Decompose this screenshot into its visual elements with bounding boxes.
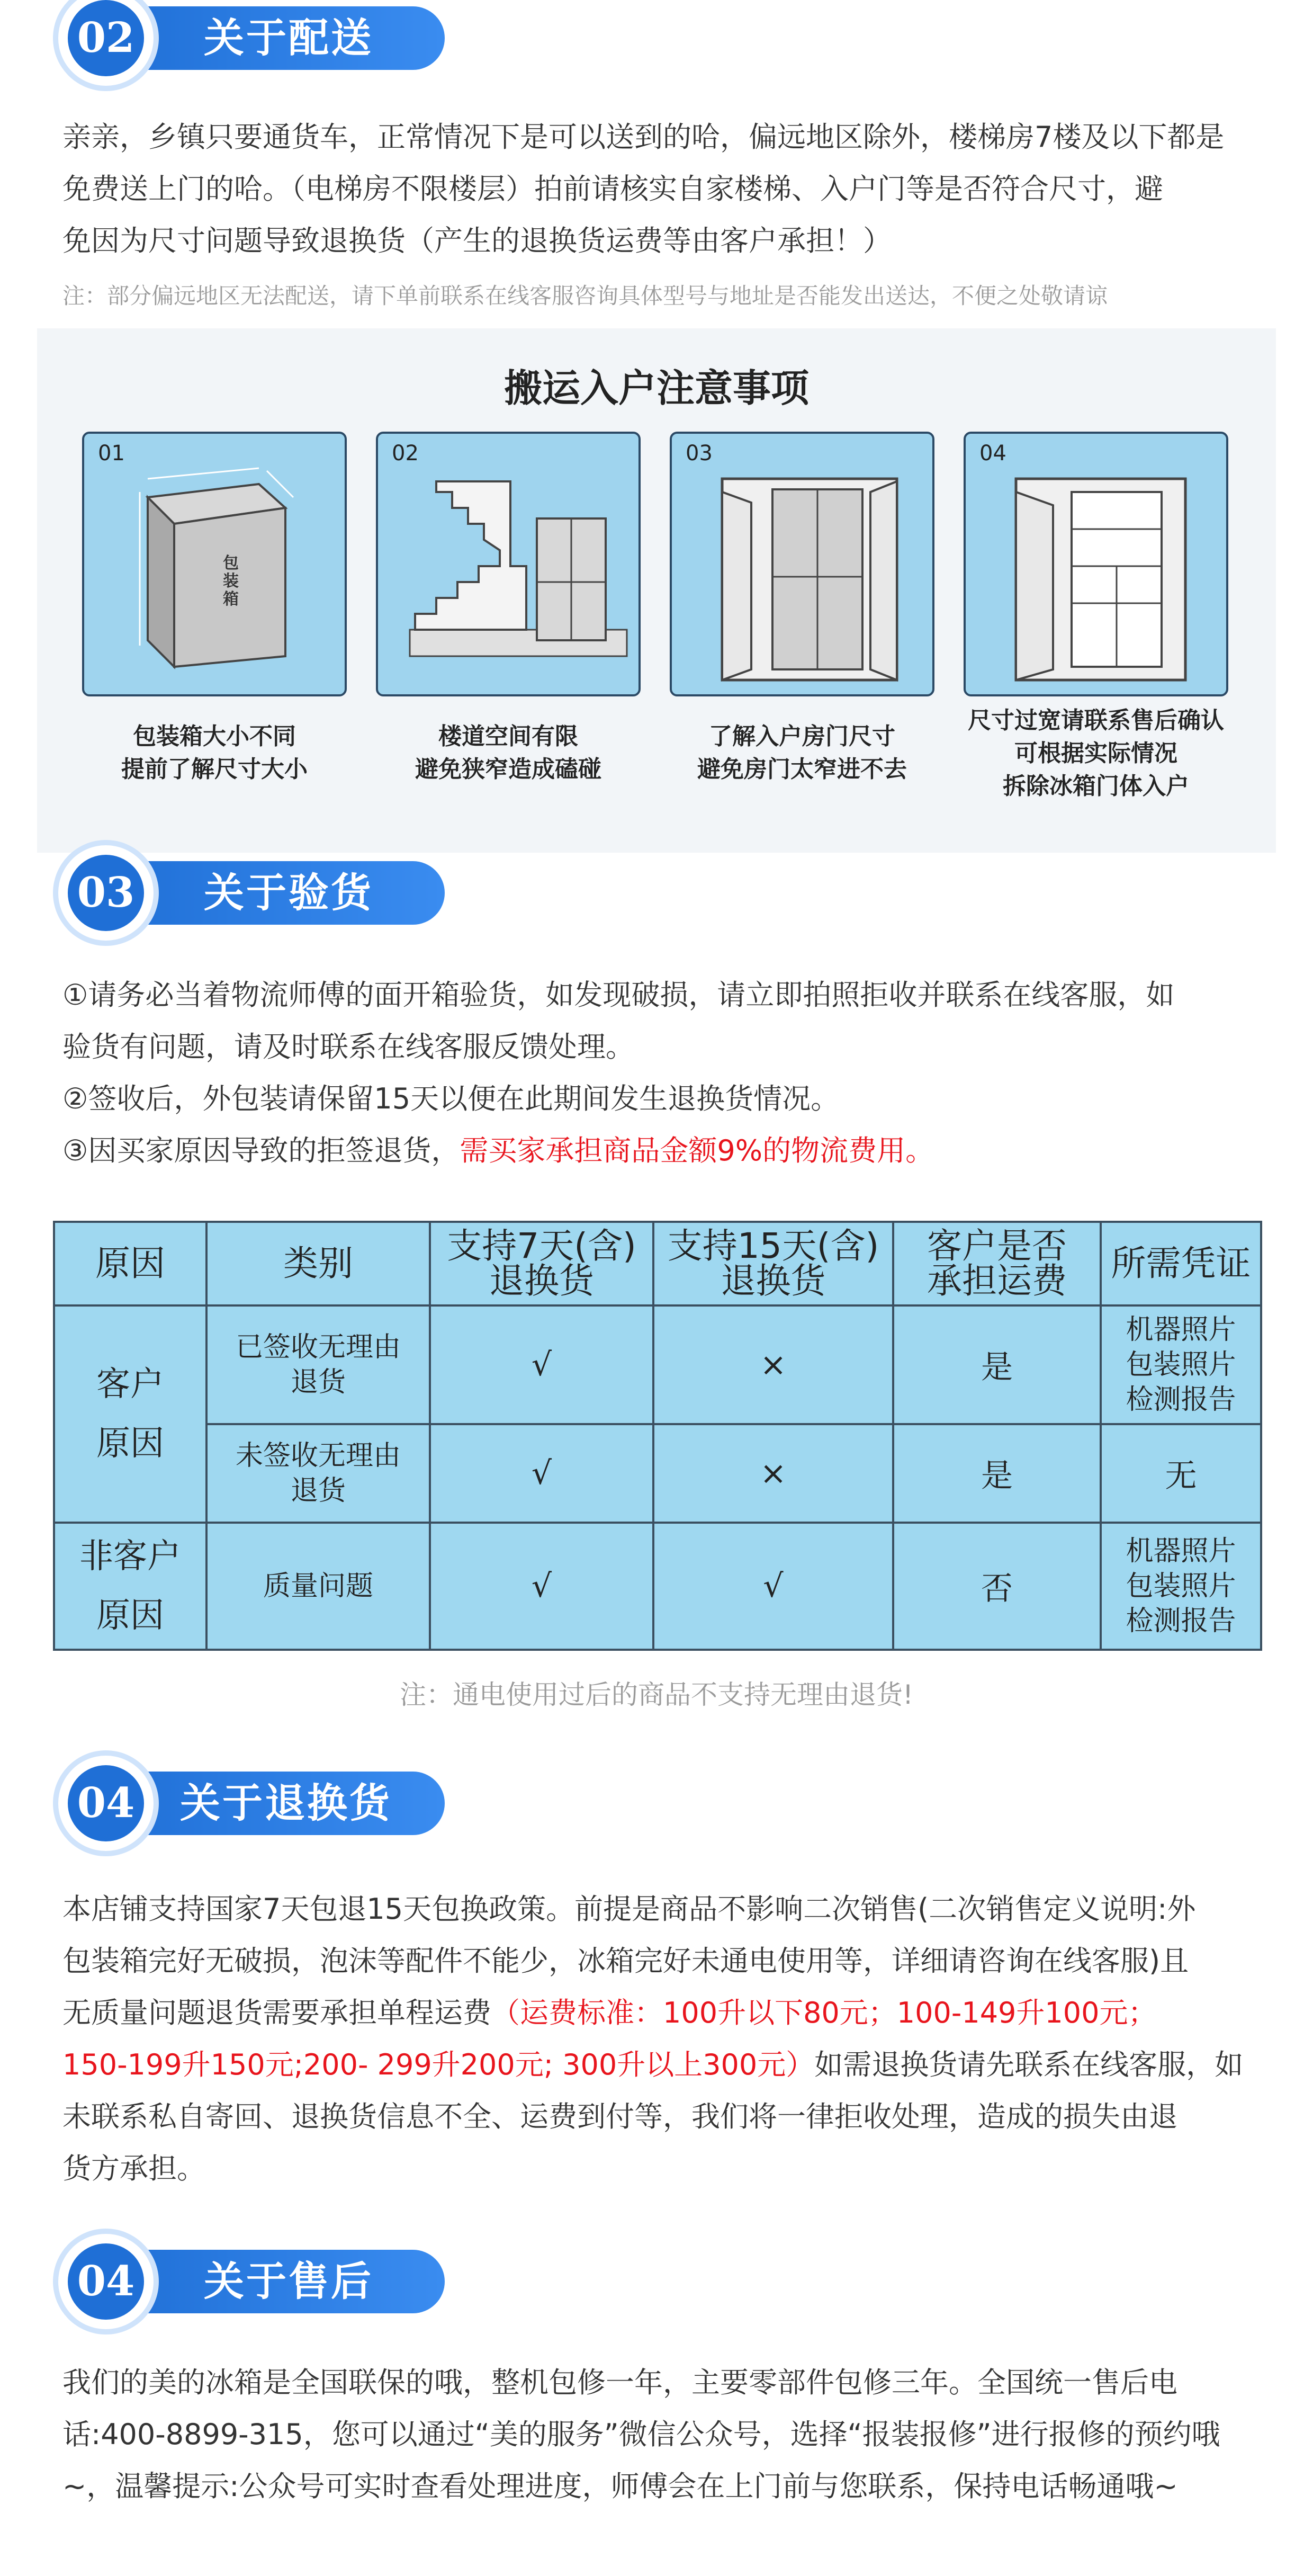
section-number: 04 xyxy=(68,1765,144,1841)
delivery-line: 免费送上门的哈。（电梯房不限楼层）拍前请核实自家楼梯、入户门等是否符合尺寸，避 xyxy=(62,172,1163,205)
returns-text xyxy=(62,1883,1251,2195)
panel-box-size xyxy=(82,432,347,696)
table-row xyxy=(54,1424,1261,1523)
inspection-text xyxy=(62,969,1251,1177)
panel-caption xyxy=(948,704,1244,803)
aftersale-line: ~，温馨提示:公众号可实时查看处理进度，师傅会在上门前与您联系，保持电话畅通哦~ xyxy=(62,2470,1178,2503)
caption-line: 楼道空间有限 xyxy=(438,723,578,750)
inspection-line: ②签收后，外包装请保留15天以便在此期间发生退换货情况。 xyxy=(62,1082,840,1115)
inspection-text-span: ③因买家原因导致的拒签退货， xyxy=(62,1134,460,1167)
proof-cell: 机器照片 包装照片 检测报告 xyxy=(1101,1305,1261,1424)
table-header-row xyxy=(54,1222,1261,1305)
header-text: 类别 xyxy=(283,1243,353,1284)
panel-stairway xyxy=(376,432,641,696)
proof-cell: 无 xyxy=(1101,1424,1261,1523)
stairs-icon xyxy=(378,434,643,699)
panel-number: 02 xyxy=(392,441,419,466)
section-number: 02 xyxy=(68,0,144,76)
section-number: 04 xyxy=(68,2243,144,2320)
section-number-badge xyxy=(58,0,154,86)
section-number-badge xyxy=(58,1756,154,1851)
freight-standard: （运费标准：100升以下80元；100-149升100元； xyxy=(491,1996,1157,2029)
caption-line: 了解入户房门尺寸 xyxy=(709,723,895,750)
table-header-cell xyxy=(430,1222,653,1305)
fifteen-day-cell: √ xyxy=(653,1523,893,1650)
caption-line: 提前了解尺寸大小 xyxy=(121,756,308,783)
table-header-cell xyxy=(206,1222,430,1305)
caption-line: 避免狭窄造成磕碰 xyxy=(415,756,601,783)
proof-cell: 机器照片 包装照片 检测报告 xyxy=(1101,1523,1261,1650)
seven-day-cell: √ xyxy=(430,1305,653,1424)
section-header-inspection xyxy=(58,845,450,941)
returns-line: 未联系私自寄回、退换货信息不全、运费到付等，我们将一律拒收处理，造成的损失由退 xyxy=(62,2100,1177,2133)
inspection-line: 验货有问题，请及时联系在线客服反馈处理。 xyxy=(62,1030,634,1063)
box-label: 包装箱 xyxy=(223,554,239,609)
table-note: 注：通电使用过后的商品不支持无理由退货! xyxy=(399,1679,914,1710)
seven-day-cell: √ xyxy=(430,1424,653,1523)
aftersale-line: 我们的美的冰箱是全国联保的哦，整机包修一年，主要零部件包修三年。全国统一售后电 xyxy=(62,2366,1177,2399)
header-text: 原因 xyxy=(95,1243,165,1284)
section-title: 关于配送 xyxy=(204,14,373,61)
freight-cell: 否 xyxy=(893,1523,1101,1650)
table-header-cell xyxy=(54,1222,206,1305)
reason-cell: 非客户 原因 xyxy=(54,1523,206,1650)
freight-standard: 150-199升150元;200- 299升200元; 300升以上300元） xyxy=(62,2048,815,2081)
panel-number: 04 xyxy=(979,441,1006,466)
section-header-delivery xyxy=(58,0,450,86)
inspection-line xyxy=(62,1125,1251,1177)
section-title: 关于退换货 xyxy=(180,1779,392,1827)
moving-infographic xyxy=(37,328,1276,853)
panel-door-size xyxy=(670,432,934,696)
category-cell: 未签收无理由 退货 xyxy=(206,1424,430,1523)
reason-cell: 客户 原因 xyxy=(54,1305,206,1523)
returns-text-span: 如需退换货请先联系在线客服，如 xyxy=(814,2048,1244,2081)
panel-caption xyxy=(66,720,363,786)
returns-line xyxy=(62,1987,1251,2039)
return-policy-table xyxy=(53,1221,1262,1651)
section-header-returns xyxy=(58,1756,450,1851)
freight-cell: 是 xyxy=(893,1424,1101,1523)
inspection-warning: 需买家承担商品金额9%的物流费用。 xyxy=(460,1134,934,1167)
header-text: 客户是否 承担运费 xyxy=(927,1226,1067,1301)
header-text: 支持7天(含) 退换货 xyxy=(447,1226,636,1301)
returns-line: 货方承担。 xyxy=(62,2152,205,2185)
inspection-line: ①请务必当着物流师傅的面开箱验货，如发现破损，请立即拍照拒收并联系在线客服，如 xyxy=(62,978,1175,1012)
package-box-icon xyxy=(84,434,349,699)
section-number-badge xyxy=(58,2234,154,2329)
section-number: 03 xyxy=(68,855,144,931)
aftersale-line: 话:400-8899-315，您可以通过“美的服务”微信公众号，选择“报装报修”进行报修的预约哦 xyxy=(62,2418,1220,2451)
delivery-note: 注：部分偏远地区无法配送，请下单前联系在线客服咨询具体型号与地址是否能发出送达，不便之处敬请谅 xyxy=(62,283,1108,309)
category-cell: 已签收无理由 退货 xyxy=(206,1305,430,1424)
returns-line xyxy=(62,2039,1251,2091)
caption-line: 尺寸过宽请联系售后确认 xyxy=(968,707,1224,734)
panel-remove-doors xyxy=(964,432,1228,696)
section-header-aftersale xyxy=(58,2234,450,2329)
section-number-badge xyxy=(58,845,154,941)
table-row xyxy=(54,1523,1261,1650)
fifteen-day-cell: × xyxy=(653,1424,893,1523)
returns-text-span: 无质量问题退货需要承担单程运费 xyxy=(62,1996,491,2029)
returns-line: 本店铺支持国家7天包退15天包换政策。前提是商品不影响二次销售(二次销售定义说明:外 xyxy=(62,1892,1196,1926)
panel-number: 01 xyxy=(98,441,125,466)
freight-cell: 是 xyxy=(893,1305,1101,1424)
panel-caption xyxy=(654,720,950,786)
door-fridge-icon xyxy=(672,434,937,699)
section-title: 关于验货 xyxy=(204,869,373,916)
header-text: 所需凭证 xyxy=(1111,1243,1251,1284)
returns-line: 包装箱完好无破损，泡沫等配件不能少，冰箱完好未通电使用等，详细请咨询在线客服)且 xyxy=(62,1944,1189,1978)
table-header-cell xyxy=(1101,1222,1261,1305)
table-row xyxy=(54,1305,1261,1424)
aftersale-text xyxy=(62,2357,1251,2512)
fifteen-day-cell: × xyxy=(653,1305,893,1424)
table-header-cell xyxy=(653,1222,893,1305)
door-remove-icon xyxy=(966,434,1230,699)
infographic-title: 搬运入户注意事项 xyxy=(503,366,809,410)
caption-line: 包装箱大小不同 xyxy=(133,723,296,750)
header-text: 支持15天(含) 退换货 xyxy=(667,1226,879,1301)
caption-line: 可根据实际情况 xyxy=(1014,740,1177,767)
panel-number: 03 xyxy=(686,441,713,466)
table-header-cell xyxy=(893,1222,1101,1305)
delivery-text xyxy=(62,111,1251,267)
delivery-line: 免因为尺寸问题导致退换货（产生的退换货运费等由客户承担！） xyxy=(62,224,892,257)
delivery-line: 亲亲，乡镇只要通货车，正常情况下是可以送到的哈，偏远地区除外，楼梯房7楼及以下都是 xyxy=(62,120,1225,154)
seven-day-cell: √ xyxy=(430,1523,653,1650)
caption-line: 避免房门太窄进不去 xyxy=(697,756,907,783)
panel-caption xyxy=(360,720,656,786)
caption-line: 拆除冰箱门体入户 xyxy=(1003,773,1189,800)
category-cell: 质量问题 xyxy=(206,1523,430,1650)
section-title: 关于售后 xyxy=(204,2258,373,2305)
